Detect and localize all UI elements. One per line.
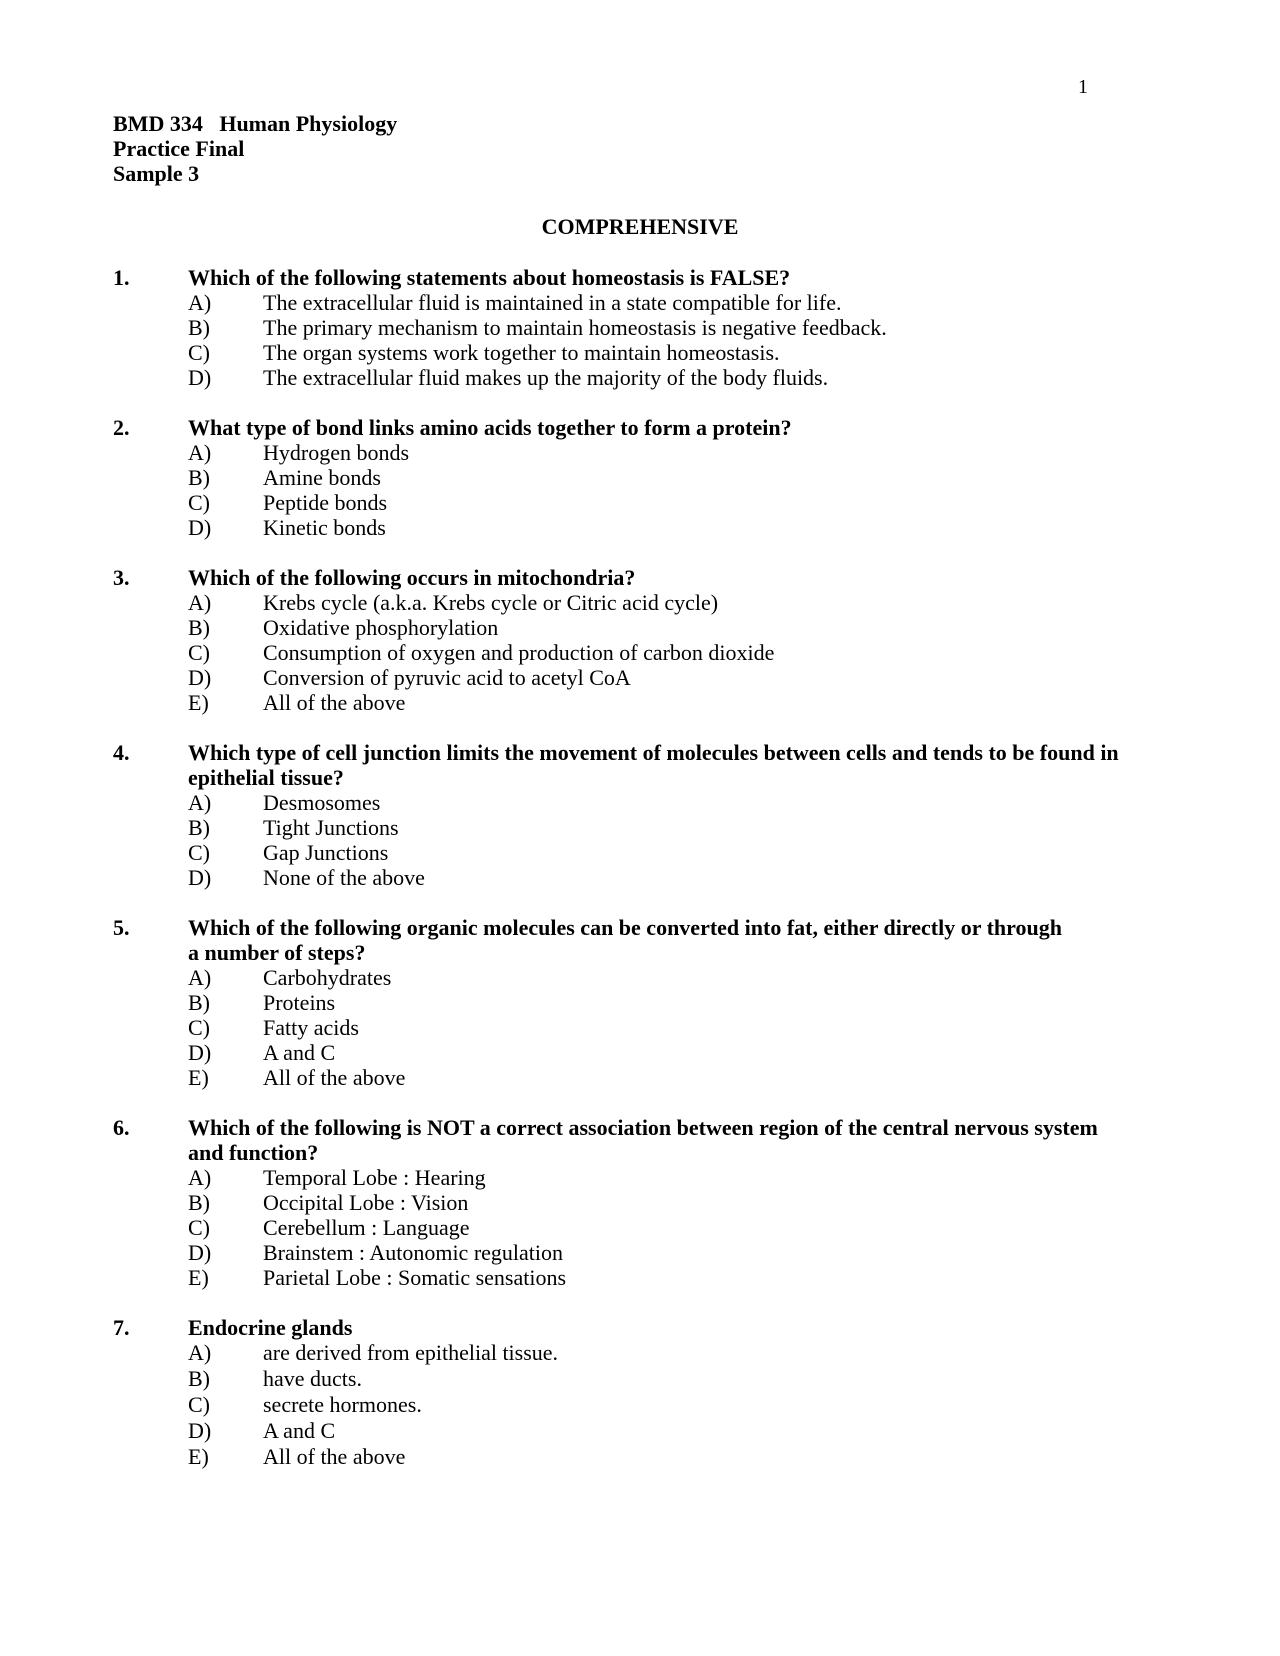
- option-letter: A): [188, 590, 212, 615]
- answer-option: [188, 465, 1193, 490]
- option-letter: A): [188, 1340, 212, 1365]
- option-letter: C): [188, 340, 210, 365]
- question-number: 2.: [113, 415, 130, 440]
- option-text: All of the above: [263, 690, 406, 715]
- answer-option: [188, 665, 1193, 690]
- option-text: A and C: [263, 1418, 336, 1443]
- option-text: are derived from epithelial tissue.: [263, 1340, 559, 1365]
- option-letter: B): [188, 315, 210, 340]
- answer-option: [188, 515, 1193, 540]
- option-letter: C): [188, 1392, 210, 1417]
- question-2: [113, 415, 1193, 540]
- option-text: All of the above: [263, 1444, 406, 1469]
- option-text: Oxidative phosphorylation: [263, 615, 499, 640]
- option-letter: A): [188, 1165, 212, 1190]
- option-text: Consumption of oxygen and production of carbon dioxide: [263, 640, 775, 665]
- answer-options: [188, 790, 1193, 890]
- question-text: Which of the following occurs in mitochondria?: [188, 565, 636, 590]
- question-text: Endocrine glands: [188, 1315, 353, 1340]
- option-text: Desmosomes: [263, 790, 381, 815]
- option-text: Krebs cycle (a.k.a. Krebs cycle or Citric acid cycle): [263, 590, 719, 615]
- option-letter: E): [188, 1265, 209, 1290]
- answer-option: [188, 1240, 1193, 1265]
- option-letter: A): [188, 290, 212, 315]
- document-header: [113, 111, 397, 186]
- answer-options: [188, 590, 1193, 715]
- section-title: COMPREHENSIVE: [541, 214, 739, 239]
- option-text: The extracellular fluid is maintained in a state compatible for life.: [263, 290, 842, 315]
- answer-option: [188, 290, 1193, 315]
- option-text: Amine bonds: [263, 465, 381, 490]
- answer-option: [188, 1015, 1193, 1040]
- question-3: [113, 565, 1193, 715]
- option-text: Peptide bonds: [263, 490, 388, 515]
- question-text: Which type of cell junction limits the movement of molecules between cells and tends to be found in epithelial tissue?: [188, 740, 1119, 790]
- option-letter: B): [188, 615, 210, 640]
- question-number: 6.: [113, 1115, 130, 1140]
- question-number: 5.: [113, 915, 130, 940]
- option-text: All of the above: [263, 1065, 406, 1090]
- answer-option: [188, 315, 1193, 340]
- answer-option: [188, 1366, 1193, 1392]
- answer-option: [188, 1444, 1193, 1470]
- option-letter: C): [188, 840, 210, 865]
- option-letter: B): [188, 990, 210, 1015]
- answer-option: [188, 365, 1193, 390]
- option-text: Kinetic bonds: [263, 515, 386, 540]
- option-text: The extracellular fluid makes up the majority of the body fluids.: [263, 365, 829, 390]
- answer-option: [188, 840, 1193, 865]
- question-number: 4.: [113, 740, 130, 765]
- answer-option: [188, 1165, 1193, 1190]
- question-4: [113, 740, 1193, 890]
- question-text: Which of the following is NOT a correct association between region of the central nervous system and function?: [188, 1115, 1098, 1165]
- answer-option: [188, 965, 1193, 990]
- answer-option: [188, 440, 1193, 465]
- answer-option: [188, 590, 1193, 615]
- answer-option: [188, 640, 1193, 665]
- answer-options: [188, 1340, 1193, 1470]
- question-text: Which of the following organic molecules can be converted into fat, either directly or through a number of steps?: [188, 915, 1063, 965]
- answer-option: [188, 1265, 1193, 1290]
- question-6: [113, 1115, 1193, 1290]
- option-text: Conversion of pyruvic acid to acetyl CoA: [263, 665, 631, 690]
- option-text: Cerebellum : Language: [263, 1215, 470, 1240]
- option-letter: C): [188, 640, 210, 665]
- question-5: [113, 915, 1193, 1090]
- question-list: [113, 265, 1193, 1495]
- option-text: Temporal Lobe : Hearing: [263, 1165, 486, 1190]
- option-text: Brainstem : Autonomic regulation: [263, 1240, 564, 1265]
- option-text: Gap Junctions: [263, 840, 389, 865]
- option-letter: E): [188, 1065, 209, 1090]
- option-letter: B): [188, 1190, 210, 1215]
- question-number: 3.: [113, 565, 130, 590]
- option-letter: D): [188, 665, 212, 690]
- question-number: 7.: [113, 1315, 130, 1340]
- option-letter: D): [188, 1240, 212, 1265]
- option-letter: A): [188, 440, 212, 465]
- option-letter: D): [188, 1040, 212, 1065]
- answer-option: [188, 690, 1193, 715]
- option-letter: E): [188, 690, 209, 715]
- option-text: Proteins: [263, 990, 336, 1015]
- answer-option: [188, 815, 1193, 840]
- page-number: 1: [1078, 76, 1088, 98]
- option-letter: B): [188, 815, 210, 840]
- option-text: The organ systems work together to maintain homeostasis.: [263, 340, 780, 365]
- question-1: [113, 265, 1193, 390]
- answer-option: [188, 615, 1193, 640]
- option-letter: A): [188, 790, 212, 815]
- answer-option: [188, 1215, 1193, 1240]
- option-letter: D): [188, 865, 212, 890]
- option-text: Fatty acids: [263, 1015, 359, 1040]
- question-text: Which of the following statements about homeostasis is FALSE?: [188, 265, 791, 290]
- option-letter: C): [188, 490, 210, 515]
- answer-option: [188, 340, 1193, 365]
- answer-option: [188, 1392, 1193, 1418]
- option-text: secrete hormones.: [263, 1392, 422, 1417]
- option-letter: A): [188, 965, 212, 990]
- answer-option: [188, 1418, 1193, 1444]
- answer-options: [188, 1165, 1193, 1290]
- option-text: Tight Junctions: [263, 815, 399, 840]
- question-number: 1.: [113, 265, 130, 290]
- option-letter: D): [188, 365, 212, 390]
- option-text: Hydrogen bonds: [263, 440, 410, 465]
- option-letter: C): [188, 1215, 210, 1240]
- answer-option: [188, 1065, 1193, 1090]
- option-text: have ducts.: [263, 1366, 362, 1391]
- answer-option: [188, 990, 1193, 1015]
- option-text: The primary mechanism to maintain homeostasis is negative feedback.: [263, 315, 887, 340]
- option-letter: E): [188, 1444, 209, 1469]
- option-letter: D): [188, 515, 212, 540]
- answer-options: [188, 290, 1193, 390]
- option-text: Carbohydrates: [263, 965, 392, 990]
- option-letter: D): [188, 1418, 212, 1443]
- option-text: None of the above: [263, 865, 425, 890]
- answer-options: [188, 965, 1193, 1090]
- option-letter: B): [188, 465, 210, 490]
- answer-options: [188, 440, 1193, 540]
- answer-option: [188, 1340, 1193, 1366]
- exam-title: Practice Final: [113, 136, 245, 161]
- answer-option: [188, 790, 1193, 815]
- option-text: Occipital Lobe : Vision: [263, 1190, 469, 1215]
- option-letter: B): [188, 1366, 210, 1391]
- answer-option: [188, 1190, 1193, 1215]
- question-7: [113, 1315, 1193, 1470]
- option-letter: C): [188, 1015, 210, 1040]
- option-text: Parietal Lobe : Somatic sensations: [263, 1265, 567, 1290]
- answer-option: [188, 490, 1193, 515]
- option-text: A and C: [263, 1040, 336, 1065]
- question-text: What type of bond links amino acids together to form a protein?: [188, 415, 792, 440]
- course-title: BMD 334 Human Physiology: [113, 111, 398, 136]
- sample-label: Sample 3: [113, 161, 200, 186]
- answer-option: [188, 1040, 1193, 1065]
- answer-option: [188, 865, 1193, 890]
